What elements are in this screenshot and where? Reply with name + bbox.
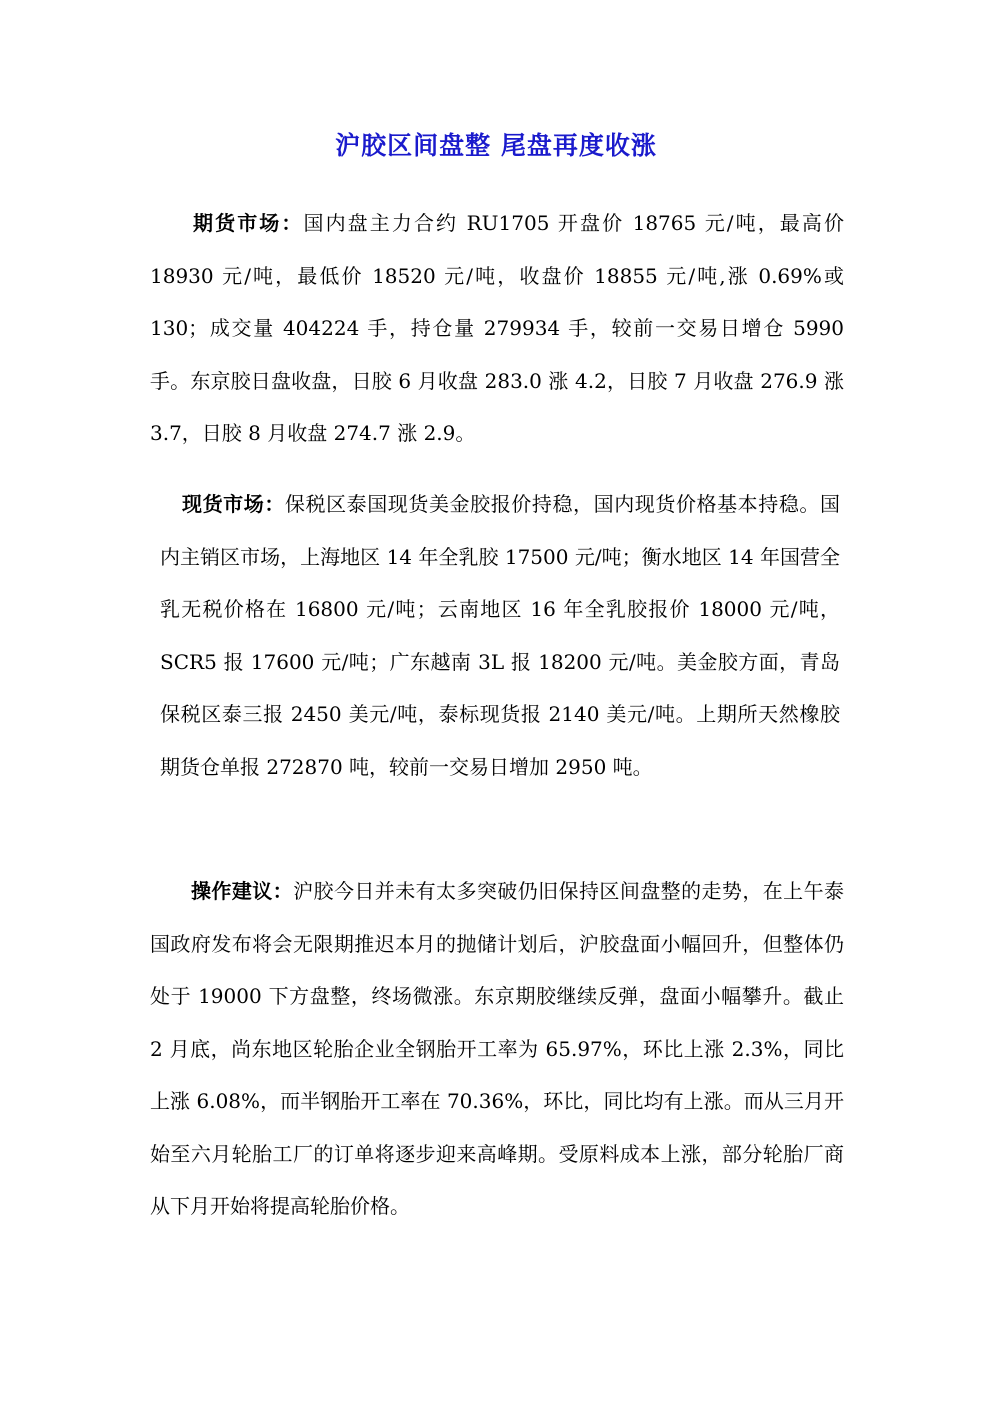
futures-market-text: 国内盘主力合约 RU1705 开盘价 18765 元/吨，最高价 18930 元/吨，最低价 18520 元/吨，收盘价 18855 元/吨,涨 0.69%或 130；成交量 404224 手，持仓量 279934 手，较前一交易日增仓 5990 手。东京胶日盘收盘，日胶 6 月收盘 283.0 涨 4.2，日胶 7 月收盘 276.9 涨 3.7，日胶 8 月收盘 274.7 涨 2.9。 xyxy=(150,211,845,445)
operation-advice-label: 操作建议： xyxy=(191,879,294,903)
document-title: 沪胶区间盘整 尾盘再度收涨 xyxy=(335,131,657,160)
operation-advice-paragraph xyxy=(150,865,844,1233)
futures-market-label: 期货市场： xyxy=(193,211,304,235)
spot-market-paragraph xyxy=(160,478,840,793)
operation-advice-text: 沪胶今日并未有太多突破仍旧保持区间盘整的走势，在上午泰国政府发布将会无限期推迟本月的抛储计划后，沪胶盘面小幅回升，但整体仍处于 19000 下方盘整，终场微涨。东京期胶继续反弹，盘面小幅攀升。截止 2 月底，尚东地区轮胎企业全钢胎开工率为 65.97%，环比上涨 2.3%，同比上涨 6.08%，而半钢胎开工率在 70.36%，环比，同比均有上涨。而从三月开始至六月轮胎工厂的订单将逐步迎来高峰期。受原料成本上涨，部分轮胎厂商从下月开始将提高轮胎价格。 xyxy=(150,879,845,1218)
spot-market-text: 保税区泰国现货美金胶报价持稳，国内现货价格基本持稳。国内主销区市场，上海地区 14 年全乳胶 17500 元/吨；衡水地区 14 年国营全乳无税价格在 16800 元/吨；云南地区 16 年全乳胶报价 18000 元/吨，SCR5 报 17600 元/吨；广东越南 3L 报 18200 元/吨。美金胶方面，青岛保税区泰三报 2450 美元/吨，泰标现货报 2140 美元/吨。上期所天然橡胶期货仓单报 272870 吨，较前一交易日增加 2950 吨。 xyxy=(160,492,841,779)
futures-market-paragraph xyxy=(150,197,844,460)
spot-market-label: 现货市场： xyxy=(182,492,285,516)
